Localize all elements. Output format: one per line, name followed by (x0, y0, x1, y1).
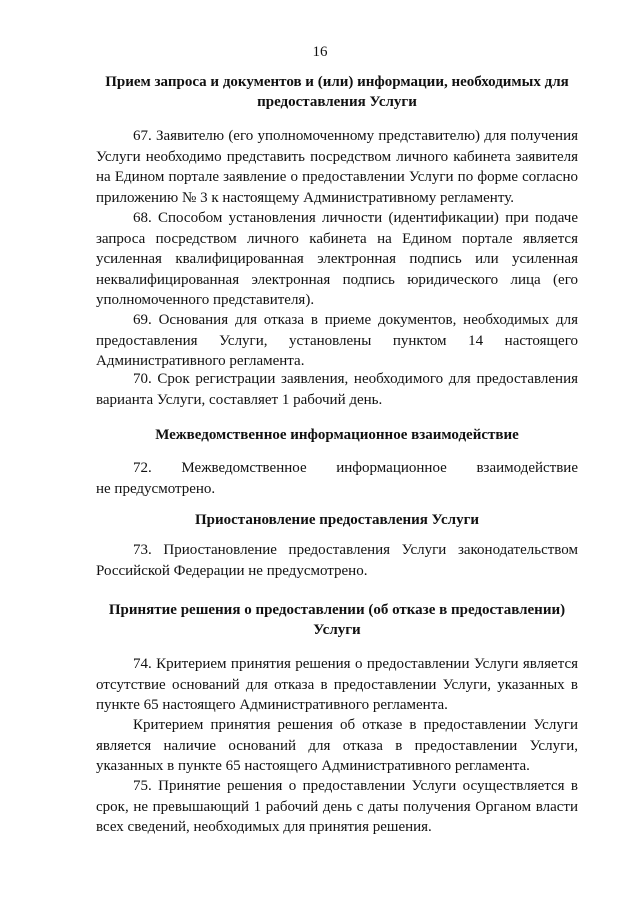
page-number: 16 (312, 44, 328, 60)
section-heading-request-acceptance: Прием запроса и документов и (или) информации, необходимых для предоставления Услуги (105, 74, 569, 110)
paragraph-72-word: Межведомственное (181, 460, 307, 476)
paragraph-72 (96, 458, 578, 499)
paragraph-72-word: 72. (133, 460, 152, 476)
paragraph-67: 67. Заявителю (его уполномоченному представителю) для получения Услуги необходимо представить посредством личного кабинета заявителя на Едином портале заявление о предоставлении Услуги по форме согласно приложению № 3 к настоящему Административному регламенту. (96, 128, 578, 206)
paragraph-68: 68. Способом установления личности (идентификации) при подаче запроса посредством личного кабинета на Едином портале является усиленная квалифицированная электронная подпись или усиленная неквалифицированная электронная подпись юридического лица (его уполномоченного представителя). (96, 210, 578, 308)
paragraph-73: 73. Приостановление предоставления Услуги законодательством Российской Федерации не предусмотрено. (96, 542, 578, 579)
paragraph-72-word: информационное (336, 460, 447, 476)
section-heading-interagency: Межведомственное информационное взаимодействие (155, 427, 519, 443)
paragraph-72-first-line (96, 458, 578, 479)
paragraph-74-refusal-criterion: Критерием принятия решения об отказе в предоставлении Услуги является наличие оснований для отказа в предоставлении Услуги, указанных в пункте 65 настоящего Административного регламента. (96, 717, 578, 774)
section-heading-suspension: Приостановление предоставления Услуги (194, 512, 480, 528)
section-heading-decision: Принятие решения о предоставлении (об отказе в предоставлении) Услуги (108, 602, 566, 638)
paragraph-69: 69. Основания для отказа в приеме документов, необходимых для предоставления Услуги, установлены пунктом 14 настоящего Административного регламента. (96, 312, 578, 369)
paragraph-70: 70. Срок регистрации заявления, необходимого для предоставления варианта Услуги, составляет 1 рабочий день. (96, 371, 578, 408)
paragraph-74: 74. Критерием принятия решения о предоставлении Услуги является отсутствие оснований для отказа в предоставлении Услуги, указанных в пункте 65 настоящего Административного регламента. (96, 656, 578, 713)
paragraph-72-word: взаимодействие (476, 460, 578, 476)
paragraph-72-tail: не предусмотрено. (96, 480, 216, 497)
paragraph-75: 75. Принятие решения о предоставлении Услуги осуществляется в срок, не превышающий 1 рабочий день с даты получения Органом власти всех сведений, необходимых для принятия решения. (96, 778, 578, 835)
